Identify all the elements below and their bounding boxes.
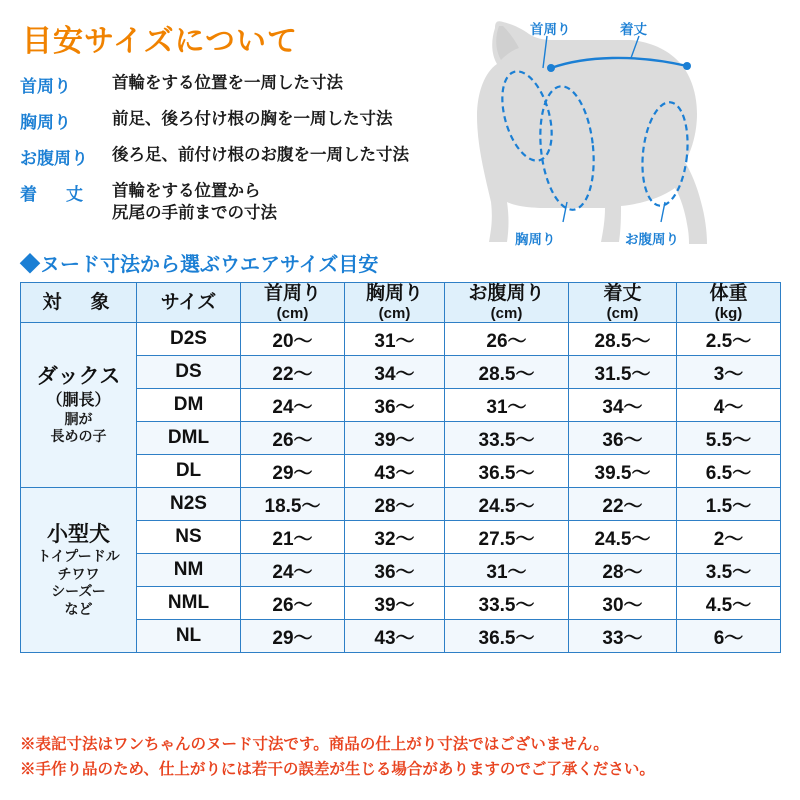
cell-weight: 2〜	[677, 521, 781, 554]
size-table	[20, 282, 781, 653]
group-target-dachshund	[21, 323, 137, 488]
definition-row	[20, 72, 460, 97]
group-target-note2: チワワ	[57, 565, 100, 582]
cell-belly: 26〜	[445, 323, 569, 356]
group-target-note1: トイプードル	[37, 548, 120, 565]
definition-term: 首周り	[20, 77, 71, 96]
cell-neck: 18.5〜	[241, 488, 345, 521]
cell-neck: 24〜	[241, 389, 345, 422]
col-header-weight-unit: (kg)	[714, 304, 743, 322]
group-target-sub: （胴長）	[46, 391, 111, 409]
table-body	[21, 323, 781, 653]
cell-belly: 33.5〜	[445, 587, 569, 620]
col-header-size	[137, 283, 241, 323]
definition-description-line1: 首輪をする位置から	[112, 182, 261, 200]
cell-length: 36〜	[569, 422, 677, 455]
belly-leader-line	[661, 202, 665, 222]
definition-row	[20, 180, 460, 225]
callout-neck: 首周り	[530, 22, 571, 37]
col-header-length-label: 着丈	[603, 283, 642, 304]
col-header-length	[569, 283, 677, 323]
cell-neck: 29〜	[241, 455, 345, 488]
group-target-note4: など	[64, 600, 93, 617]
cell-size: NML	[137, 587, 241, 620]
cell-weight: 1.5〜	[677, 488, 781, 521]
col-header-weight	[677, 283, 781, 323]
cell-size: D2S	[137, 323, 241, 356]
cell-neck: 22〜	[241, 356, 345, 389]
cell-size: NL	[137, 620, 241, 653]
col-header-chest-unit: (cm)	[378, 304, 411, 322]
cell-size: NM	[137, 554, 241, 587]
col-header-weight-label: 体重	[709, 283, 748, 304]
cell-belly: 24.5〜	[445, 488, 569, 521]
definition-term: お腹周り	[20, 149, 88, 168]
col-header-target	[21, 283, 137, 323]
cell-weight: 4.5〜	[677, 587, 781, 620]
cell-chest: 43〜	[345, 620, 445, 653]
cell-length: 33〜	[569, 620, 677, 653]
group-target-note2: 長めの子	[50, 428, 107, 445]
cell-weight: 4〜	[677, 389, 781, 422]
footnote-1: ※表記寸法はワンちゃんのヌード寸法です。商品の仕上がり寸法ではございません。	[20, 736, 609, 753]
col-header-neck-label: 首周り	[263, 283, 321, 304]
cell-chest: 32〜	[345, 521, 445, 554]
dog-illustration	[455, 6, 795, 254]
cell-weight: 2.5〜	[677, 323, 781, 356]
cell-size: DM	[137, 389, 241, 422]
cell-weight: 3.5〜	[677, 554, 781, 587]
col-header-belly-unit: (cm)	[490, 304, 523, 322]
cell-chest: 43〜	[345, 455, 445, 488]
cell-chest: 34〜	[345, 356, 445, 389]
cell-chest: 28〜	[345, 488, 445, 521]
col-header-target-label: 対 象	[42, 291, 115, 313]
cell-belly: 36.5〜	[445, 455, 569, 488]
col-header-chest-label: 胸周り	[365, 283, 423, 304]
col-header-neck-unit: (cm)	[276, 304, 309, 322]
cell-chest: 36〜	[345, 554, 445, 587]
page-title: 目安サイズについて	[22, 25, 298, 58]
cell-chest: 39〜	[345, 587, 445, 620]
length-start-dot	[547, 64, 555, 72]
callout-chest: 胸周り	[515, 232, 556, 247]
definition-term: 胸周り	[20, 113, 71, 132]
footnotes	[20, 733, 790, 783]
callout-length: 着丈	[620, 22, 647, 37]
cell-length: 28.5〜	[569, 323, 677, 356]
cell-belly: 28.5〜	[445, 356, 569, 389]
group-target-name: ダックス	[36, 365, 121, 389]
cell-chest: 39〜	[345, 422, 445, 455]
table-row	[21, 323, 781, 356]
cell-belly: 33.5〜	[445, 422, 569, 455]
col-header-neck	[241, 283, 345, 323]
cell-size: DML	[137, 422, 241, 455]
col-header-length-unit: (cm)	[606, 304, 639, 322]
table-header-row	[21, 283, 781, 323]
cell-weight: 6.5〜	[677, 455, 781, 488]
cell-neck: 29〜	[241, 620, 345, 653]
cell-neck: 24〜	[241, 554, 345, 587]
cell-neck: 20〜	[241, 323, 345, 356]
definition-term: 着 丈	[20, 185, 89, 204]
definition-description: 首輪をする位置を一周した寸法	[112, 74, 343, 92]
cell-chest: 36〜	[345, 389, 445, 422]
cell-neck: 26〜	[241, 422, 345, 455]
definition-description-line2: 尻尾の手前までの寸法	[112, 204, 277, 223]
cell-belly: 31〜	[445, 389, 569, 422]
cell-weight: 5.5〜	[677, 422, 781, 455]
group-target-small-dog	[21, 488, 137, 653]
group-target-note1: 胴が	[64, 410, 93, 427]
definition-description	[112, 180, 277, 225]
cell-length: 34〜	[569, 389, 677, 422]
cell-belly: 31〜	[445, 554, 569, 587]
cell-length: 28〜	[569, 554, 677, 587]
table-header	[21, 283, 781, 323]
definition-row	[20, 108, 460, 133]
col-header-size-label: サイズ	[160, 291, 217, 313]
group-target-name: 小型犬	[47, 522, 110, 546]
cell-chest: 31〜	[345, 323, 445, 356]
cell-belly: 27.5〜	[445, 521, 569, 554]
cell-weight: 6〜	[677, 620, 781, 653]
definition-description: 前足、後ろ付け根の胸を一周した寸法	[112, 110, 393, 128]
cell-length: 39.5〜	[569, 455, 677, 488]
cell-length: 22〜	[569, 488, 677, 521]
callout-belly: お腹周り	[625, 232, 679, 247]
definition-description: 後ろ足、前付け根のお腹を一周した寸法	[112, 146, 409, 164]
footnote-2: ※手作り品のため、仕上がりには若干の誤差が生じる場合がありますのでご了承ください。	[20, 760, 655, 778]
col-header-belly-label: お腹周り	[468, 283, 545, 304]
col-header-belly	[445, 283, 569, 323]
cell-neck: 21〜	[241, 521, 345, 554]
cell-belly: 36.5〜	[445, 620, 569, 653]
cell-size: N2S	[137, 488, 241, 521]
length-end-dot	[683, 62, 691, 70]
cell-size: DL	[137, 455, 241, 488]
group-target-note3: シーズー	[51, 583, 106, 600]
section-heading: ◆ヌード寸法から選ぶウエアサイズ目安	[20, 254, 379, 276]
definition-row	[20, 144, 460, 169]
measurement-definitions	[20, 72, 460, 236]
cell-length: 30〜	[569, 587, 677, 620]
cell-neck: 26〜	[241, 587, 345, 620]
dog-diagram-svg	[455, 6, 795, 254]
cell-length: 24.5〜	[569, 521, 677, 554]
cell-size: DS	[137, 356, 241, 389]
table-row	[21, 488, 781, 521]
cell-length: 31.5〜	[569, 356, 677, 389]
col-header-chest	[345, 283, 445, 323]
cell-weight: 3〜	[677, 356, 781, 389]
cell-size: NS	[137, 521, 241, 554]
